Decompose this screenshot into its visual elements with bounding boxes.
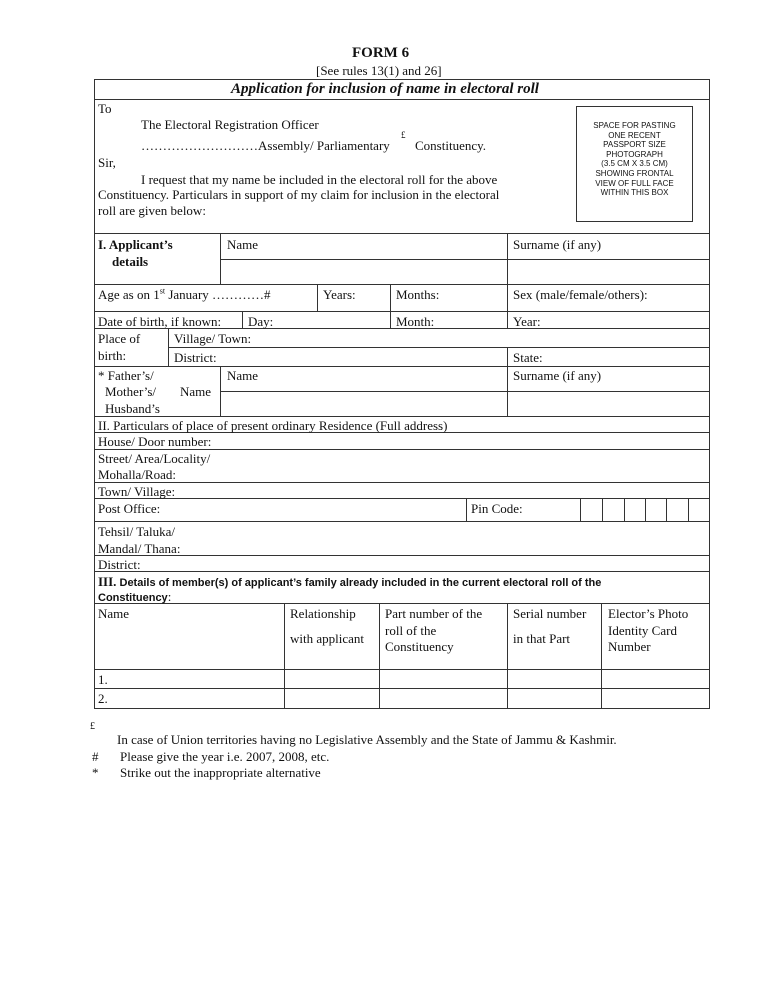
assembly-field[interactable]: ………………………Assembly/ Parliamentary: [141, 138, 390, 153]
form-title: FORM 6: [352, 45, 410, 61]
col-relationship-header: Relationship: [290, 606, 356, 621]
photo-box-line: (3.5 CM X 3.5 CM): [601, 159, 668, 169]
col-part-header-line2: roll of the: [385, 623, 437, 638]
photo-box-line: ONE RECENT: [608, 130, 661, 140]
place-of-birth-label-line2: birth:: [98, 348, 127, 363]
photo-box-line: WITHIN THIS BOX: [600, 188, 669, 198]
salutation: Sir,: [98, 155, 116, 170]
section2-heading: II. Particulars of place of present ordinary Residence (Full address): [98, 418, 448, 433]
request-line-2: Constituency. Particulars in support of my claim for inclusion in the electoral: [98, 187, 500, 202]
age-suffix: January …………#: [165, 287, 271, 302]
relative-name-field[interactable]: Name: [227, 368, 259, 383]
col-relationship-header-line2: with applicant: [290, 631, 365, 646]
birth-district-field[interactable]: District:: [174, 350, 217, 365]
applicant-name-label[interactable]: Name: [227, 237, 259, 252]
photo-box-line: SPACE FOR PASTING: [593, 121, 676, 130]
photo-paste-box[interactable]: [576, 106, 693, 222]
request-line-3: roll are given below:: [98, 203, 206, 218]
col-part-header: Part number of the: [385, 606, 483, 621]
relation-label-line3: Husband’s: [105, 401, 160, 416]
footnote-mark-star: *: [92, 765, 99, 780]
town-village-field[interactable]: Town/ Village:: [98, 484, 176, 499]
footnote-mark-hash: #: [92, 749, 99, 764]
section1-heading-line2: details: [112, 254, 149, 269]
col-part-header-line3: Constituency: [385, 639, 454, 654]
age-label[interactable]: [98, 288, 271, 301]
col-epic-header-line2: Identity Card: [608, 623, 677, 638]
table-row[interactable]: 1.: [98, 672, 108, 687]
dob-day-field[interactable]: Day:: [248, 314, 274, 329]
relation-label-line2: Mother’s/: [105, 384, 157, 399]
sex-field[interactable]: Sex (male/female/others):: [513, 287, 648, 302]
years-field[interactable]: Years:: [323, 287, 356, 302]
table-row[interactable]: 2.: [98, 691, 108, 706]
application-title: Application for inclusion of name in electoral roll: [231, 81, 539, 97]
section3-constituency: Constituency: [98, 592, 168, 604]
residence-district-field[interactable]: District:: [98, 557, 141, 572]
dob-month-field[interactable]: Month:: [396, 314, 435, 329]
photo-box-line: PHOTOGRAPH: [606, 149, 663, 159]
section3-colon: :: [167, 589, 172, 604]
col-name-header: Name: [98, 606, 130, 621]
months-field[interactable]: Months:: [396, 287, 440, 302]
applicant-surname-label[interactable]: Surname (if any): [513, 237, 602, 252]
birth-state-field[interactable]: State:: [513, 350, 543, 365]
photo-box-line: VIEW OF FULL FACE: [595, 178, 674, 188]
pin-code-label: Pin Code:: [471, 501, 523, 516]
footnote-mark-pound: £: [90, 721, 95, 732]
tehsil-field-line2: Mandal/ Thana:: [98, 541, 181, 556]
relative-surname-field[interactable]: Surname (if any): [513, 368, 602, 383]
street-field-line2: Mohalla/Road:: [98, 467, 176, 482]
section3-heading-line2: [98, 590, 171, 604]
age-sup: st: [159, 286, 166, 296]
place-of-birth-label: Place of: [98, 331, 141, 346]
photo-box-line: SHOWING FRONTAL: [595, 168, 674, 178]
officer-line: The Electoral Registration Officer: [141, 117, 319, 132]
birth-village-field[interactable]: Village/ Town:: [174, 331, 252, 346]
street-field[interactable]: Street/ Area/Locality/: [98, 451, 211, 466]
relation-label-line1: * Father’s/: [98, 368, 154, 383]
pound-footnote-mark: £: [401, 130, 406, 140]
rules-reference: [See rules 13(1) and 26]: [316, 63, 442, 78]
dob-year-field[interactable]: Year:: [513, 314, 541, 329]
footnote-star-text: Strike out the inappropriate alternative: [120, 765, 321, 780]
section3-heading-num: III.: [98, 574, 117, 589]
section3-heading-text: Details of member(s) of applicant’s family already included in the current electoral roll of the: [116, 577, 602, 589]
col-serial-header: Serial number: [513, 606, 587, 621]
col-serial-header-line2: in that Part: [513, 631, 571, 646]
photo-box-line: PASSPORT SIZE: [603, 140, 666, 150]
col-epic-header: Elector’s Photo: [608, 606, 689, 621]
request-line-1: I request that my name be included in the electoral roll for the above: [141, 172, 498, 187]
pin-code-boxes[interactable]: [580, 499, 709, 521]
footnote-hash-text: Please give the year i.e. 2007, 2008, etc.: [120, 749, 330, 764]
footnote-pound-text: In case of Union territories having no Legislative Assembly and the State of Jammu & Kashmir.: [117, 732, 617, 747]
to-label: To: [98, 101, 112, 116]
post-office-field[interactable]: Post Office:: [98, 501, 161, 516]
relation-label-name: Name: [180, 384, 212, 399]
house-number-field[interactable]: House/ Door number:: [98, 434, 212, 449]
col-epic-header-line3: Number: [608, 639, 651, 654]
tehsil-field[interactable]: Tehsil/ Taluka/: [98, 524, 176, 539]
constituency-label: Constituency.: [415, 138, 487, 153]
section1-heading: I. Applicant’s: [98, 237, 173, 252]
section3-heading: [98, 575, 601, 589]
dob-label: Date of birth, if known:: [98, 314, 222, 329]
age-prefix: Age as on 1: [98, 287, 160, 302]
